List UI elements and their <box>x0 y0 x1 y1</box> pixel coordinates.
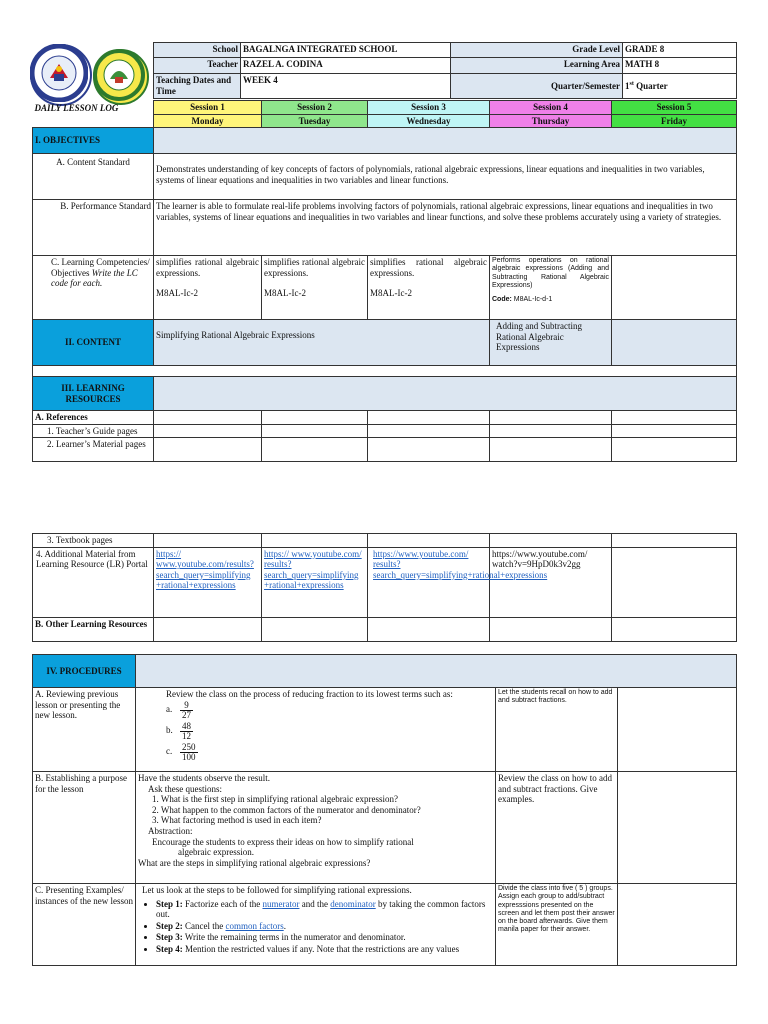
review-thu: Let the students recall on how to add and subtract fractions. <box>496 688 618 772</box>
dates-label: Teaching Dates and Time <box>154 74 241 99</box>
references-label: A. References <box>33 411 154 425</box>
competency-thu: Performs operations on rational algebraic expressions (Adding and Subtracting Rational Algebraic Expressions) Code: M8AL-Ic-d-1 <box>490 256 612 320</box>
procedures-table <box>32 654 737 966</box>
resources-table-continued <box>32 533 737 642</box>
content-main: Simplifying Rational Algebraic Expressions <box>154 320 490 366</box>
numerator-link[interactable]: numerator <box>262 898 300 909</box>
performance-standard-text: The learner is able to formulate real-life problems involving factors of polynomials, rational algebraic expressions, linear equations and inequalities in two variables, systems of linear equations and inequalities in two variables and linear functions, and solve these problems accurately using a variety of strategies. <box>154 200 737 256</box>
lesson-log-table <box>32 100 737 462</box>
session-4-day: Thursday <box>490 114 612 128</box>
objectives-heading: I. OBJECTIVES <box>33 128 154 154</box>
resource-link-wed[interactable]: https://www.youtube.com/ results? search_query=simplifying+rational+expressions <box>368 547 490 617</box>
content-thu: Adding and Subtracting Rational Algebraic Expressions <box>490 320 612 366</box>
performance-standard-label: B. Performance Standard <box>33 200 154 256</box>
objectives-band <box>154 128 737 154</box>
dates-value: WEEK 4 <box>241 74 451 99</box>
content-standard-label: A. Content Standard <box>33 154 154 200</box>
header-table <box>153 42 737 99</box>
step-2: • Step 2: Cancel the common factors. <box>156 921 493 932</box>
fraction-list: a. $\frac{9}{27}$ b. $\frac{48}{12}$ c. $\frac{250}{100}$ <box>166 699 196 762</box>
school-label: School <box>154 43 241 58</box>
step-3: • Step 3: Write the remaining terms in the numerator and denominator. <box>156 932 493 943</box>
procedures-heading: IV. PROCEDURES <box>33 655 136 688</box>
teacher-value: RAZEL A. CODINA <box>241 58 451 74</box>
deped-seal-logo <box>30 44 92 106</box>
textbook-pages-label: 3. Textbook pages <box>33 534 154 548</box>
session-2-day: Tuesday <box>262 114 368 128</box>
session-1-name: Session 1 <box>154 101 262 115</box>
session-5-day: Friday <box>612 114 737 128</box>
step-1: • Step 1: Factorize each of the numerator and the denominator by taking the common factors out. <box>156 899 493 920</box>
review-label: A. Reviewing previous lesson or presenting the new lesson. <box>33 688 136 772</box>
competencies-label: C. Learning Competencies/ Objectives Write the LC code for each. <box>33 256 154 320</box>
daily-lesson-log-title: DAILY LESSON LOG <box>34 102 119 113</box>
competency-fri <box>612 256 737 320</box>
content-fri <box>612 320 737 366</box>
resources-band <box>154 377 737 411</box>
step-4: • Step 4: Mention the restricted values if any. Note that the restrictions are any values <box>156 944 493 955</box>
review-content: Review the class on the process of reducing fraction to its lowest terms such as: a. $\frac{9}{27}$ b. $\frac{48}{12}$ c. $\frac{250}{100}$ <box>136 688 496 772</box>
common-factors-link[interactable]: common factors <box>225 920 284 931</box>
quarter-label: Quarter/Semester <box>451 74 623 99</box>
presenting-thu: Divide the class into five ( 5 ) groups. Assign each group to add/subtract expresssions presented on the screen and let them post their answer on the board afterwards. Give them manila paper for their answer. <box>496 884 618 966</box>
resource-link-mon[interactable]: https:// www.youtube.com/results? search_query=simplifying +rational+expressions <box>154 547 262 617</box>
session-4-name: Session 4 <box>490 101 612 115</box>
presenting-content: Let us look at the steps to be followed for simplifying rational expressions. • Step 1: Factorize each of the numerator and the denominator by taking the common factors out. • Step 2: Cancel the common factors. • Step 3: Write the remaining terms in the numerator and denominator. • Step 4: Mention the restricted values if any. Note that the restrictions are any values <box>136 884 496 966</box>
school-value: BAGALNGA INTEGRATED SCHOOL <box>241 43 451 58</box>
resource-link-thu: https://www.youtube.com/ watch?v=9HpD0k3v2gg <box>490 547 612 617</box>
steps-list <box>138 899 493 955</box>
purpose-thu: Review the class on how to add and subtract fractions. Give examples. <box>496 772 618 884</box>
area-value: MATH 8 <box>623 58 737 74</box>
school-logo <box>93 49 149 105</box>
grade-value: GRADE 8 <box>623 43 737 58</box>
denominator-link[interactable]: denominator <box>330 898 376 909</box>
grade-label: Grade Level <box>451 43 623 58</box>
area-label: Learning Area <box>451 58 623 74</box>
competency-mon: simplifies rational algebraic expressions. M8AL-Ic-2 <box>154 256 262 320</box>
teachers-guide-label: 1. Teacher’s Guide pages <box>33 424 154 438</box>
session-3-name: Session 3 <box>368 101 490 115</box>
learning-resources-heading: III. LEARNING RESOURCES <box>33 377 154 411</box>
content-heading: II. CONTENT <box>33 320 154 366</box>
purpose-content: Have the students observe the result. Ask these questions: 1. What is the first step in simplifying rational algebraic expression? 2. What happen to the common factors of the numerator and denominator? 3. What factoring method is used in each item? Abstraction: Encourage the students to express their ideas on how to simplify rational algebraic expression. What are the steps in simplifying rational algebraic expressions? <box>136 772 496 884</box>
other-resources-label: B. Other Learning Resources <box>33 617 154 641</box>
resource-link-tue[interactable]: https:// www.youtube.com/ results? search_query=simplifying +rational+expressions <box>262 547 368 617</box>
competency-wed: simplifies rational algebraic expressions. M8AL-Ic-2 <box>368 256 490 320</box>
teacher-label: Teacher <box>154 58 241 74</box>
learners-material-label: 2. Learner’s Material pages <box>33 438 154 462</box>
quarter-value: 1st Quarter <box>623 74 737 99</box>
session-2-name: Session 2 <box>262 101 368 115</box>
additional-material-label: 4. Additional Material from Learning Resource (LR) Portal <box>33 547 154 617</box>
content-standard-text: Demonstrates understanding of key concepts of factors of polynomials, rational algebraic expressions, linear equations and inequalities in two variables, systems of linear equations and inequalities in two variables and linear functions. <box>154 154 737 200</box>
session-1-day: Monday <box>154 114 262 128</box>
spacer-row <box>33 366 737 377</box>
procedures-band <box>136 655 737 688</box>
competency-tue: simplifies rational algebraic expressions. M8AL-Ic-2 <box>262 256 368 320</box>
purpose-label: B. Establishing a purpose for the lesson <box>33 772 136 884</box>
session-5-name: Session 5 <box>612 101 737 115</box>
presenting-label: C. Presenting Examples/ instances of the new lesson <box>33 884 136 966</box>
session-3-day: Wednesday <box>368 114 490 128</box>
